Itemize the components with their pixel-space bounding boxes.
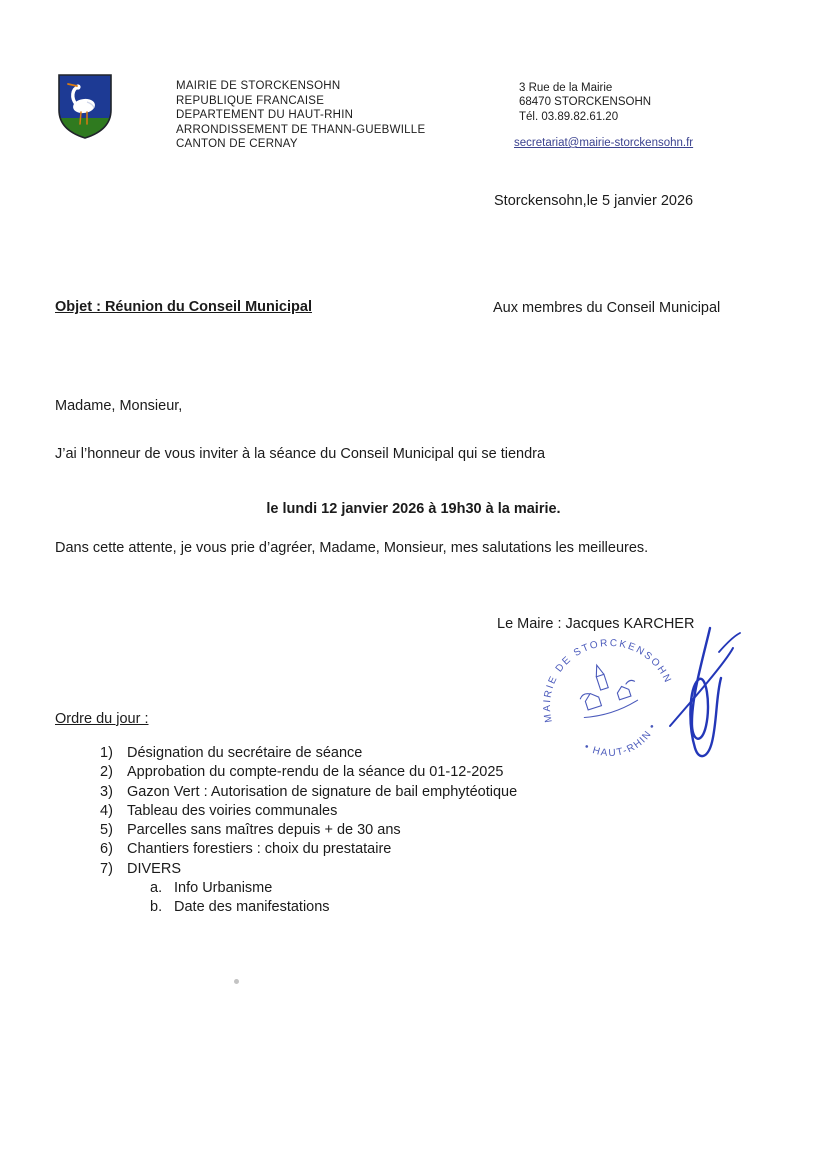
agenda-title: Ordre du jour :: [55, 711, 149, 727]
agenda-item-text: Parcelles sans maîtres depuis + de 30 ans: [127, 822, 401, 839]
agenda-subitem-text: Date des manifestations: [174, 899, 330, 916]
agenda-list: [100, 745, 517, 919]
stamp-arc-bottom-text: • HAUT-RHIN •: [582, 721, 660, 760]
mayor-signature-line: Le Maire : Jacques KARCHER: [497, 616, 695, 632]
dateline: Storckensohn,le 5 janvier 2026: [494, 193, 694, 209]
agenda-subitem-text: Info Urbanisme: [174, 880, 273, 897]
agenda-item-number: 3): [100, 783, 113, 800]
meeting-date-line: le lundi 12 janvier 2026 à 19h30 à la mairie.: [266, 501, 561, 517]
agenda-item-text: Chantiers forestiers : choix du prestataire: [127, 841, 392, 858]
subject-line: Objet : Réunion du Conseil Municipal: [55, 299, 312, 315]
salutation: Madame, Monsieur,: [55, 398, 183, 414]
agenda-item-text: Approbation du compte-rendu de la séance du 01-12-2025: [127, 764, 504, 781]
agenda-item-number: 2): [100, 764, 113, 781]
agenda-item: [100, 822, 517, 841]
intro-paragraph: J’ai l’honneur de vous inviter à la séance du Conseil Municipal qui se tiendra: [55, 446, 546, 462]
agenda-item-text: DIVERS: [127, 860, 181, 877]
org-line: ARRONDISSEMENT DE THANN-GUEBWILLE: [176, 123, 426, 136]
address-line: 3 Rue de la Mairie: [519, 82, 613, 94]
stamp-arc-top-text: MAIRIE DE STORCKENSOHN: [541, 637, 674, 724]
svg-text:MAIRIE DE STORCKENSOHN: [524, 620, 674, 724]
agenda-item-text: Désignation du secrétaire de séance: [127, 745, 363, 761]
agenda-item-number: 4): [100, 802, 113, 819]
agenda-subitem: [150, 899, 517, 918]
agenda-item-text: Gazon Vert : Autorisation de signature de bail emphytéotique: [127, 783, 518, 800]
agenda-item-text: Tableau des voiries communales: [127, 802, 338, 819]
agenda-subitem-letter: a.: [150, 880, 163, 897]
stamp-village-illustration: [570, 656, 641, 721]
handwritten-signature-icon: [670, 628, 740, 756]
agenda-item-number: 7): [100, 860, 113, 877]
agenda-item-number: 5): [100, 822, 113, 839]
org-line: REPUBLIQUE FRANCAISE: [176, 94, 325, 107]
svg-text:• HAUT-RHIN •: [580, 719, 665, 769]
agenda-subitem: [150, 880, 517, 899]
scan-artifact-dot: [234, 979, 239, 984]
agenda-subitem-letter: b.: [150, 899, 163, 916]
org-line: CANTON DE CERNAY: [176, 138, 298, 151]
address-line: Tél. 03.89.82.61.20: [519, 110, 619, 123]
agenda-item: [100, 764, 517, 783]
agenda-item: [100, 841, 517, 860]
agenda-item-number: 6): [100, 841, 113, 858]
agenda-item: [100, 861, 517, 880]
org-line: DEPARTEMENT DU HAUT-RHIN: [176, 109, 354, 122]
agenda-item: [100, 803, 517, 822]
email-link[interactable]: secretariat@mairie-storckensohn.fr: [514, 137, 694, 149]
stamp-and-signature: [520, 608, 770, 798]
address-line: 68470 STORCKENSOHN: [519, 96, 652, 109]
org-block: [176, 79, 425, 152]
coat-of-arms-icon: [57, 73, 113, 140]
agenda-item-number: 1): [100, 745, 113, 761]
closing-paragraph: Dans cette attente, je vous prie d’agréer, Madame, Monsieur, mes salutations les meilleures.: [55, 540, 649, 556]
official-stamp-icon: [524, 620, 691, 777]
recipients-line: Aux membres du Conseil Municipal: [493, 300, 721, 316]
org-line: MAIRIE DE STORCKENSOHN: [176, 80, 341, 92]
address-block: [519, 81, 651, 124]
agenda-item: [100, 784, 517, 803]
agenda-item: [100, 745, 517, 764]
